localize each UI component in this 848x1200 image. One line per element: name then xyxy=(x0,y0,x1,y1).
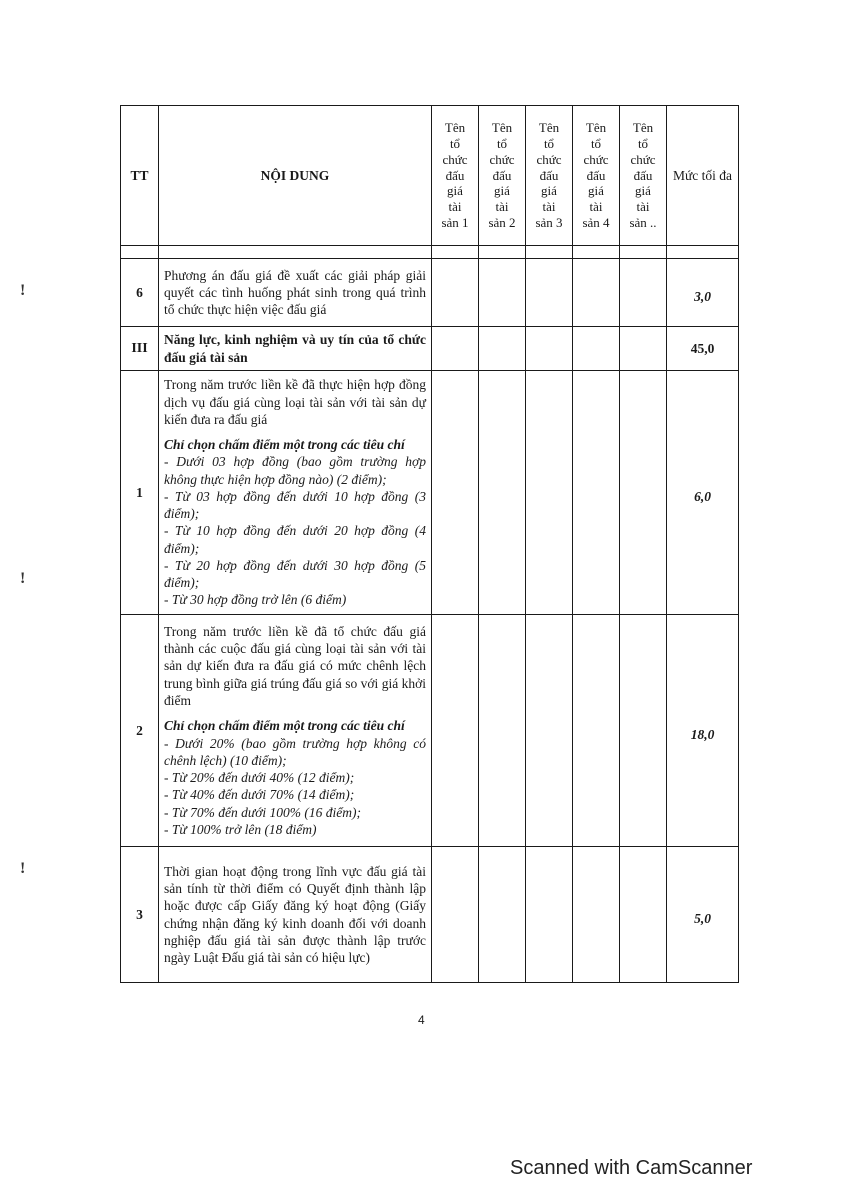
score-cell xyxy=(432,847,479,983)
row-number: 2 xyxy=(121,615,159,847)
header-org-4: Tên tổ chức đấu giá tài sản 4 xyxy=(573,106,620,246)
score-cell xyxy=(432,327,479,371)
header-org-3: Tên tổ chức đấu giá tài sản 3 xyxy=(526,106,573,246)
score-cell xyxy=(620,259,667,327)
max-score: 5,0 xyxy=(667,847,739,983)
max-score: 6,0 xyxy=(667,371,739,615)
criterion-option: - Từ 20 hợp đồng đến dưới 30 hợp đồng (5 điểm); xyxy=(164,557,426,591)
score-cell xyxy=(479,259,526,327)
criterion-option: - Từ 40% đến dưới 70% (14 điểm); xyxy=(164,787,355,803)
row-content xyxy=(159,371,432,615)
row-content: Phương án đấu giá đề xuất các giải pháp giải quyết các tình huống phát sinh trong quá trình tổ chức thực hiện việc đấu giá xyxy=(159,259,432,327)
table-row xyxy=(121,615,739,847)
score-cell xyxy=(526,259,573,327)
score-cell xyxy=(620,615,667,847)
margin-mark: ! xyxy=(20,570,26,587)
header-content: NỘI DUNG xyxy=(159,106,432,246)
criterion-option: - Dưới 03 hợp đồng (bao gồm trường hợp không thực hiện hợp đồng nào) (2 điểm); xyxy=(164,454,426,487)
table-row xyxy=(121,847,739,983)
table-row xyxy=(121,327,739,371)
score-cell xyxy=(573,371,620,615)
score-cell xyxy=(479,847,526,983)
criterion-option: - Từ 100% trở lên (18 điểm) xyxy=(164,821,317,837)
score-cell xyxy=(620,327,667,371)
row-number: III xyxy=(121,327,159,371)
margin-mark: ! xyxy=(20,860,26,877)
score-cell xyxy=(479,327,526,371)
score-cell xyxy=(526,327,573,371)
max-score: 18,0 xyxy=(667,615,739,847)
score-cell xyxy=(479,615,526,847)
page-number: 4 xyxy=(418,1013,425,1027)
row-content: Năng lực, kinh nghiệm và uy tín của tổ chức đấu giá tài sản xyxy=(159,327,432,371)
score-cell xyxy=(526,615,573,847)
score-cell xyxy=(573,327,620,371)
table-row xyxy=(121,371,739,615)
row-content xyxy=(159,615,432,847)
header-max-score: Mức tối đa xyxy=(667,106,739,246)
scanner-watermark: Scanned with CamScanner xyxy=(510,1157,753,1179)
criterion-option: - Từ 70% đến dưới 100% (16 điểm); xyxy=(164,804,362,820)
row-number: 3 xyxy=(121,847,159,983)
table-row xyxy=(121,259,739,327)
criterion-text: Trong năm trước liền kề đã thực hiện hợp đồng dịch vụ đấu giá cùng loại tài sản với tài sản dự kiến đưa ra đấu giá xyxy=(164,377,426,427)
header-org-5: Tên tổ chức đấu giá tài sản .. xyxy=(620,106,667,246)
score-cell xyxy=(432,259,479,327)
max-score: 3,0 xyxy=(667,259,739,327)
header-row xyxy=(121,106,739,246)
criterion-note: Chỉ chọn chấm điểm một trong các tiêu chí xyxy=(164,718,405,734)
row-number: 1 xyxy=(121,371,159,615)
score-cell xyxy=(432,615,479,847)
row-number: 6 xyxy=(121,259,159,327)
criterion-text: Trong năm trước liền kề đã tổ chức đấu giá thành các cuộc đấu giá cùng loại tài sản với tài sản dự kiến đưa ra đấu giá có mức chênh lệch trung bình giữa giá trúng đấu giá so với giá khởi điểm xyxy=(164,623,426,708)
score-cell xyxy=(526,371,573,615)
score-cell xyxy=(620,371,667,615)
score-cell xyxy=(573,847,620,983)
header-tt: TT xyxy=(121,106,159,246)
margin-mark: ! xyxy=(20,282,26,299)
max-score: 45,0 xyxy=(667,327,739,371)
score-cell xyxy=(479,371,526,615)
criterion-note: Chỉ chọn chấm điểm một trong các tiêu chí xyxy=(164,437,405,453)
score-cell xyxy=(526,847,573,983)
criterion-option: - Từ 10 hợp đồng đến dưới 20 hợp đồng (4 điểm); xyxy=(164,523,426,556)
spacer-row xyxy=(121,246,739,259)
criterion-option: - Từ 03 hợp đồng đến dưới 10 hợp đồng (3 điểm); xyxy=(164,488,426,522)
score-cell xyxy=(573,615,620,847)
header-org-1: Tên tổ chức đấu giá tài sản 1 xyxy=(432,106,479,246)
criterion-option: - Dưới 20% (bao gồm trường hợp không có chênh lệch) (10 điểm); xyxy=(164,735,426,768)
score-cell xyxy=(620,847,667,983)
criterion-option: - Từ 20% đến dưới 40% (12 điểm); xyxy=(164,770,355,786)
scoring-table xyxy=(120,105,739,983)
header-org-2: Tên tổ chức đấu giá tài sản 2 xyxy=(479,106,526,246)
row-content: Thời gian hoạt động trong lĩnh vực đấu giá tài sản tính từ thời điểm có Quyết định thành lập hoặc được cấp Giấy đăng ký hoạt động (Giấy chứng nhận đăng ký kinh doanh đối với doanh nghiệp đấu giá tài sản được thành lập trước ngày Luật Đấu giá tài sản có hiệu lực) xyxy=(159,847,432,983)
criterion-option: - Từ 30 hợp đồng trở lên (6 điểm) xyxy=(164,592,347,608)
score-cell xyxy=(573,259,620,327)
score-cell xyxy=(432,371,479,615)
